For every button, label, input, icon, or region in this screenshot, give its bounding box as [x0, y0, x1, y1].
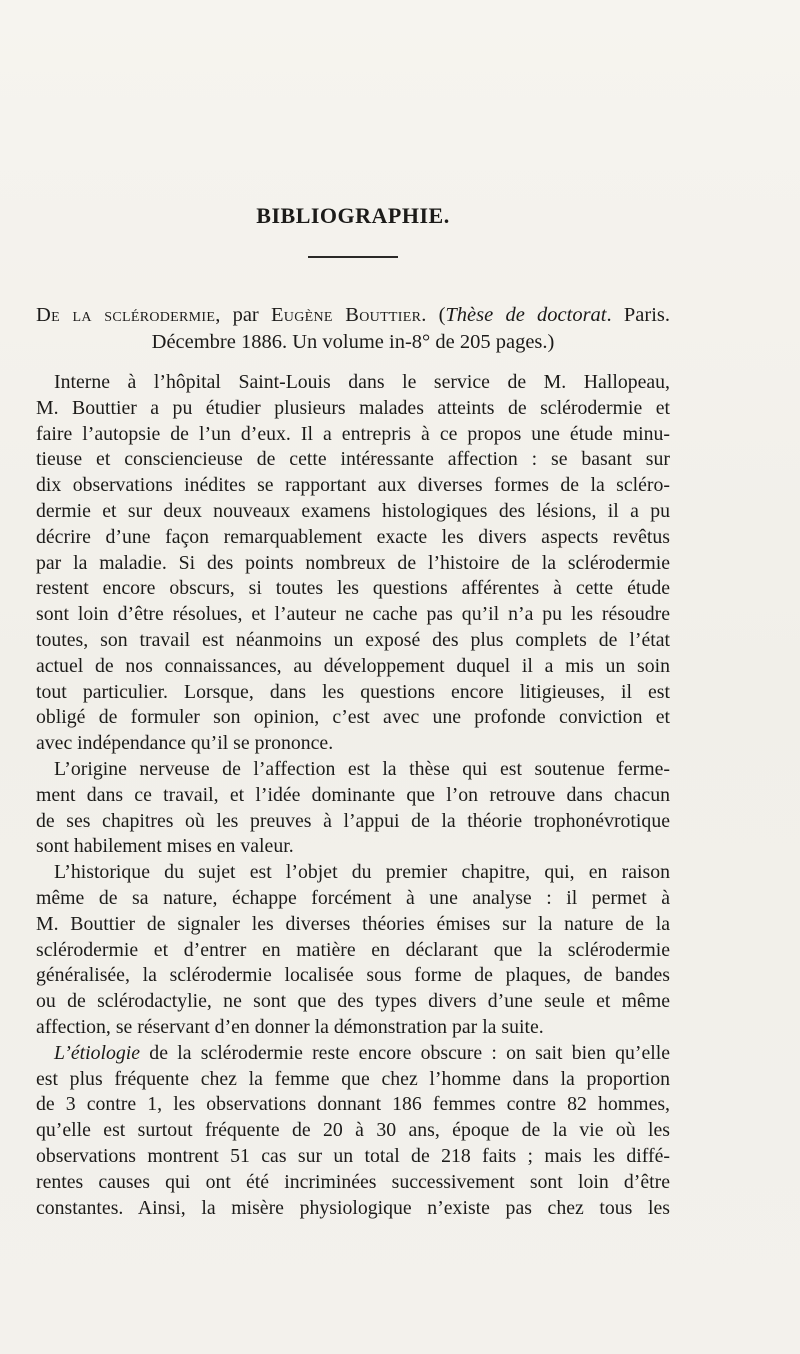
- paragraph-line: tout particulier. Lorsque, dans les questions encore litigieuses, il est: [36, 680, 670, 703]
- paragraph-line: [36, 1041, 670, 1067]
- paragraph-line: L’origine nerveuse de l’affection est la thèse qui est soutenue ferme-: [54, 757, 670, 780]
- paragraph-1: [36, 370, 670, 757]
- paragraph-line: ment dans ce travail, et l’idée dominante que l’on retrouve dans chacun: [36, 783, 670, 806]
- review-body: [36, 370, 670, 1221]
- entry-line-2: Décembre 1886. Un volume in-8° de 205 pages.): [151, 331, 555, 353]
- paragraph-line: observations montrent 51 cas sur un total de 218 faits ; mais les diffé-: [36, 1144, 670, 1167]
- paragraph-line: Interne à l’hôpital Saint-Louis dans le service de M. Hallopeau,: [54, 371, 670, 393]
- entry-by: , par: [215, 304, 271, 326]
- text-column: [36, 196, 670, 1221]
- paragraph-line: par la maladie. Si des points nombreux de l’histoire de la sclérodermie: [36, 551, 670, 574]
- paragraph-4: [36, 1041, 670, 1222]
- paragraph-line: sclérodermie et d’entrer en matière en déclarant que la sclérodermie: [36, 938, 670, 961]
- italic-lead: L’étiologie: [54, 1041, 141, 1064]
- paragraph-line: sont habilement mises en valeur.: [36, 835, 294, 858]
- entry-citation-rest: . Paris.: [606, 304, 670, 326]
- paragraph-line: tieuse et consciencieuse de cette intéressante affection : se basant sur: [36, 448, 670, 471]
- paragraph-line: de ses chapitres où les preuves à l’appui de la théorie trophonévrotique: [36, 809, 670, 832]
- paragraph-2: [36, 757, 670, 860]
- section-title: BIBLIOGRAPHIE.: [256, 203, 450, 228]
- entry-author: Eugène Bouttier: [270, 304, 422, 326]
- entry-citation-open: . (: [421, 304, 446, 326]
- paragraph-line: faire l’autopsie de l’un d’eux. Il a entrepris à ce propos une étude minu-: [36, 422, 670, 445]
- paragraph-line: actuel de nos connaissances, au développement duquel il a mis un soin: [36, 654, 670, 677]
- paragraph-line: toutes, son travail est néanmoins un exposé des plus complets de l’état: [36, 628, 670, 651]
- entry-line-1: [36, 302, 670, 329]
- paragraph-line: affection, se réservant d’en donner la démonstration par la suite.: [36, 1015, 544, 1038]
- title-rule: [308, 256, 398, 258]
- paragraph-line: M. Bouttier a pu étudier plusieurs malades atteints de sclérodermie et: [36, 396, 670, 419]
- entry-title: De la sclérodermie: [36, 304, 216, 326]
- paragraph-line: avec indépendance qu’il se prononce.: [36, 732, 334, 755]
- paragraph-line: rentes causes qui ont été incriminées successivement sont loin d’être: [36, 1170, 670, 1193]
- paragraph-line: restent encore obscurs, si toutes les questions afférentes à cette étude: [36, 577, 670, 600]
- paragraph-line: généralisée, la sclérodermie localisée sous forme de plaques, de bandes: [36, 964, 670, 987]
- paragraph-3: [36, 860, 670, 1041]
- entry-thesis-label: Thèse de doctorat: [445, 304, 607, 326]
- paragraph-line: ou de sclérodactylie, ne sont que des types divers d’une seule et même: [36, 990, 670, 1013]
- paragraph-line: sont loin d’être résolues, et l’auteur ne cache pas qu’il n’a pu les résoudre: [36, 603, 670, 626]
- lead-rest: de la sclérodermie reste encore obscure : on sait bien qu’elle: [140, 1041, 670, 1064]
- paragraph-line: qu’elle est surtout fréquente de 20 à 30 ans, époque de la vie où les: [36, 1119, 670, 1142]
- paragraph-line: constantes. Ainsi, la misère physiologique n’existe pas chez tous les: [36, 1196, 670, 1219]
- paragraph-line: M. Bouttier de signaler les diverses théories émises sur la nature de la: [36, 912, 670, 935]
- paragraph-line: de 3 contre 1, les observations donnant 186 femmes contre 82 hommes,: [36, 1093, 670, 1116]
- paragraph-line: est plus fréquente chez la femme que chez l’homme dans la proportion: [36, 1067, 670, 1090]
- paragraph-line: même de sa nature, échappe forcément à une analyse : il permet à: [36, 886, 670, 909]
- paragraph-line: dermie et sur deux nouveaux examens histologiques des lésions, il a pu: [36, 499, 670, 522]
- bibliographic-entry: [36, 302, 670, 356]
- paragraph-line: dix observations inédites se rapportant aux diverses formes de la scléro-: [36, 474, 670, 497]
- paragraph-line: obligé de formuler son opinion, c’est avec une profonde conviction et: [36, 706, 670, 729]
- paragraph-line: L’historique du sujet est l’objet du premier chapitre, qui, en raison: [54, 861, 670, 884]
- paragraph-line: décrire d’une façon remarquablement exacte les divers aspects revêtus: [36, 525, 670, 548]
